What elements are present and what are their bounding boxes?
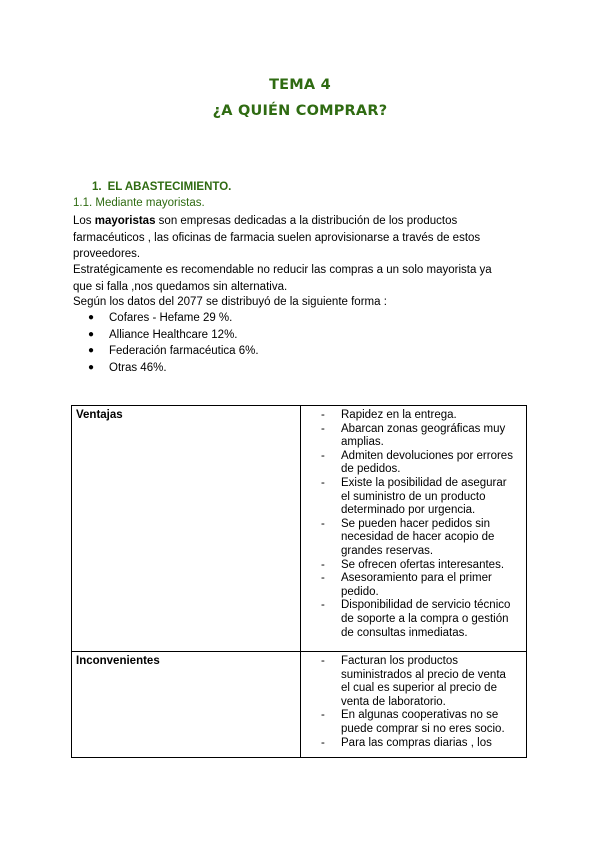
table-row: [72, 652, 527, 758]
paragraph-mayoristas-bold: mayoristas: [94, 215, 156, 227]
list-item: [88, 360, 259, 377]
list-item: [315, 655, 518, 709]
advantages-list: [315, 409, 518, 640]
list-item: [88, 310, 259, 327]
list-item-text: Otras 46%.: [109, 361, 167, 374]
section-heading: [92, 181, 231, 193]
list-item: [315, 409, 518, 423]
dash-marker: -: [321, 476, 325, 489]
list-item-text: Facturan los productos suministrados al precio de venta el cual es superior al precio de venta de laboratorio.: [341, 655, 506, 708]
list-item: [88, 343, 259, 360]
dash-marker: -: [321, 599, 325, 612]
dash-marker: -: [321, 449, 325, 462]
dash-marker: -: [321, 709, 325, 722]
list-item: [315, 518, 518, 559]
paragraph-mayoristas-intro: Los: [73, 215, 95, 227]
list-item: [315, 737, 518, 751]
pros-cons-table: [71, 405, 527, 758]
dash-marker: -: [321, 517, 325, 530]
section-heading-text: EL ABASTECIMIENTO.: [107, 181, 232, 193]
dash-marker: -: [321, 655, 325, 667]
table-cell-list: [301, 652, 527, 758]
list-item: [88, 327, 259, 344]
list-item: [315, 559, 518, 573]
table-cell-list: [301, 406, 527, 652]
paragraph-datos: Según los datos del 2077 se distribuyó de la siguiente forma :: [73, 296, 387, 308]
list-item: [315, 599, 518, 640]
paragraph-estrategia: Estratégicamente es recomendable no reducir las compras a un solo mayorista ya que si falla ,nos quedamos sin alternativa.: [73, 264, 492, 293]
dash-marker: -: [321, 422, 325, 435]
list-item-text: Se pueden hacer pedidos sin necesidad de hacer acopio de grandes reservas.: [341, 517, 495, 557]
list-item-text: Disponibilidad de servicio técnico de soporte a la compra o gestión de consultas inmediatas.: [341, 599, 511, 639]
document-title-line2: ¿A QUIÉN COMPRAR?: [212, 103, 388, 119]
dash-marker: -: [321, 409, 325, 421]
list-item-text: Abarcan zonas geográficas muy amplias.: [341, 422, 506, 449]
disadvantages-list: [315, 655, 518, 750]
dash-marker: -: [321, 558, 325, 571]
paragraph-mayoristas: [73, 213, 513, 263]
bullet-icon: ●: [88, 312, 95, 323]
list-item-text: Existe la posibilidad de asegurar el suministro de un producto determinado por urgencia.: [341, 476, 507, 517]
table-row: [72, 406, 527, 652]
paragraph-mayoristas-rest: son empresas dedicadas a la distribución de los productos farmacéuticos , las oficinas de farmacia suelen aprovisionarse a través de estos proveedores.: [73, 215, 481, 261]
list-item-text: En algunas cooperativas no se puede comprar si no eres socio.: [341, 709, 505, 735]
bullet-icon: ●: [88, 361, 95, 373]
list-item-text: Federación farmacéutica 6%.: [109, 345, 259, 358]
list-item: [315, 423, 518, 450]
list-item-text: Asesoramiento para el primer pedido.: [341, 572, 492, 598]
bullet-icon: ●: [88, 345, 95, 357]
dash-marker: -: [321, 572, 325, 585]
list-item: [315, 450, 518, 477]
dash-marker: -: [321, 736, 325, 749]
list-item-text: Rapidez en la entrega.: [341, 409, 457, 421]
list-item: [315, 477, 518, 518]
list-item-text: Para las compras diarias , los: [341, 736, 492, 749]
list-item-text: Se ofrecen ofertas interesantes.: [341, 558, 505, 571]
list-item-text: Admiten devoluciones por errores de pedidos.: [341, 449, 513, 476]
document-title-line1: TEMA 4: [269, 77, 331, 93]
bullet-icon: ●: [88, 328, 95, 340]
table-cell-label: Inconvenientes: [72, 652, 301, 758]
distribution-list: [88, 310, 259, 376]
list-item-text: Alliance Healthcare 12%.: [109, 328, 238, 341]
list-item-text: Cofares - Hefame 29 %.: [109, 312, 233, 324]
list-item: [315, 572, 518, 599]
table-cell-label: Ventajas: [72, 406, 301, 652]
section-number: 1.: [92, 181, 102, 193]
subsection-heading: 1.1. Mediante mayoristas.: [73, 197, 205, 209]
list-item: [315, 709, 518, 736]
